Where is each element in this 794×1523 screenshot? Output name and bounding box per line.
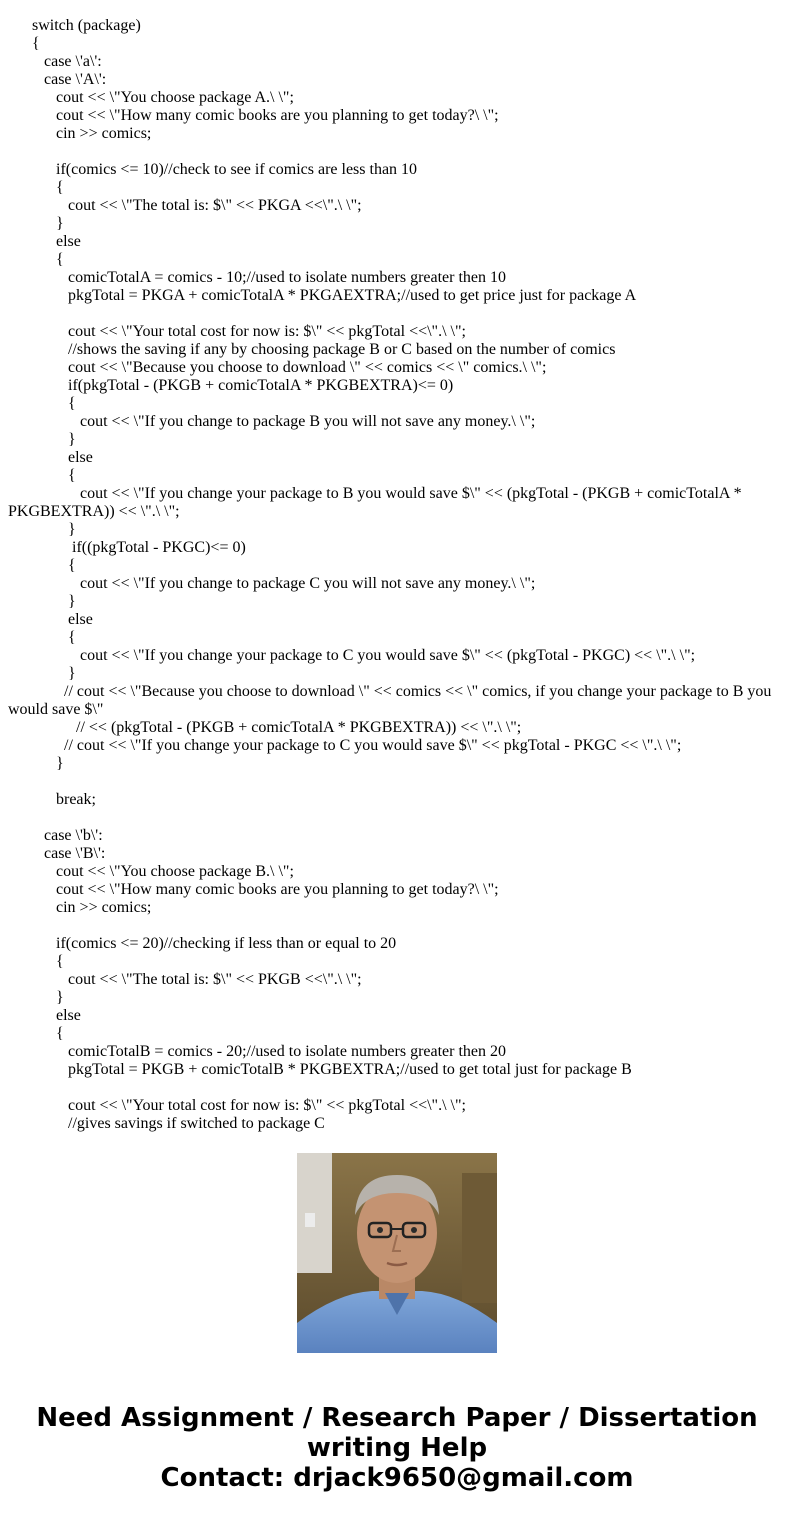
code-line: }	[8, 431, 76, 448]
code-line: {	[8, 179, 64, 196]
promo-contact: Contact: drjack9650@gmail.com	[160, 1463, 634, 1493]
code-line: cin >> comics;	[8, 125, 152, 142]
avatar	[297, 1153, 497, 1353]
code-line: if((pkgTotal - PKGC)<= 0)	[8, 539, 246, 556]
code-line: }	[8, 755, 64, 772]
promo-line-2: writing Help	[306, 1433, 488, 1463]
code-line: {	[8, 953, 64, 970]
code-line: cout << \"You choose package A.\ \";	[8, 89, 294, 106]
code-line: cout << \"How many comic books are you planning to get today?\ \";	[8, 881, 499, 898]
code-line: else	[8, 611, 93, 628]
code-line: case \'b\':	[8, 827, 103, 844]
code-listing	[8, 17, 786, 1132]
code-line: {	[8, 467, 76, 484]
code-line: {	[8, 35, 40, 52]
code-line	[8, 305, 786, 323]
code-line: cout << \"How many comic books are you planning to get today?\ \";	[8, 107, 499, 124]
code-line: else	[8, 449, 93, 466]
code-line: //shows the saving if any by choosing package B or C based on the number of comics	[8, 341, 616, 358]
code-line: {	[8, 1025, 64, 1042]
code-line: if(comics <= 20)//checking if less than or equal to 20	[8, 935, 397, 952]
code-line: pkgTotal = PKGA + comicTotalA * PKGAEXTRA;//used to get price just for package A	[8, 287, 637, 304]
code-line: else	[8, 233, 81, 250]
code-line: }	[8, 665, 76, 682]
promo-banner	[0, 1403, 794, 1493]
code-line: comicTotalB = comics - 20;//used to isolate numbers greater then 20	[8, 1043, 507, 1060]
code-line: cout << \"You choose package B.\ \";	[8, 863, 294, 880]
code-line: // cout << \"If you change your package to C you would save $\" << pkgTotal - PKGC << \".\ \";	[8, 737, 682, 754]
code-line: break;	[8, 791, 96, 808]
code-line: }	[8, 215, 64, 232]
code-line: }	[8, 593, 76, 610]
code-line: cout << \"Your total cost for now is: $\" << pkgTotal <<\".\ \";	[8, 1097, 466, 1114]
code-line: case \'A\':	[8, 71, 107, 88]
code-line: case \'a\':	[8, 53, 102, 70]
code-line: pkgTotal = PKGB + comicTotalB * PKGBEXTRA;//used to get total just for package B	[8, 1061, 632, 1078]
code-line: cout << \"Your total cost for now is: $\" << pkgTotal <<\".\ \";	[8, 323, 466, 340]
code-line: cout << \"The total is: $\" << PKGA <<\".\ \";	[8, 197, 362, 214]
code-line: switch (package)	[8, 17, 141, 34]
code-line: cout << \"If you change to package C you will not save any money.\ \";	[8, 575, 536, 592]
code-line: cout << \"Because you choose to download \" << comics << \" comics.\ \";	[8, 359, 547, 376]
code-line	[8, 773, 786, 791]
person-photo-icon	[297, 1153, 497, 1353]
code-line: comicTotalA = comics - 10;//used to isolate numbers greater then 10	[8, 269, 507, 286]
code-line: {	[8, 251, 64, 268]
code-line: cout << \"If you change your package to C you would save $\" << (pkgTotal - PKGC) << \".\ \";	[8, 647, 696, 664]
code-line: {	[8, 557, 76, 574]
code-line: else	[8, 1007, 81, 1024]
code-line: cout << \"If you change to package B you will not save any money.\ \";	[8, 413, 536, 430]
code-line: // << (pkgTotal - (PKGB + comicTotalA * PKGBEXTRA)) << \".\ \";	[8, 719, 522, 736]
code-line: {	[8, 629, 76, 646]
code-line: }	[8, 521, 76, 538]
code-line	[8, 809, 786, 827]
code-line	[8, 143, 786, 161]
code-line: //gives savings if switched to package C	[8, 1115, 325, 1132]
code-line: if(pkgTotal - (PKGB + comicTotalA * PKGBEXTRA)<= 0)	[8, 377, 454, 394]
code-line: // cout << \"Because you choose to download \" << comics << \" comics, if you change your package to B you would save $\"	[8, 683, 776, 718]
code-line: if(comics <= 10)//check to see if comics are less than 10	[8, 161, 418, 178]
code-line	[8, 917, 786, 935]
code-line: cout << \"If you change your package to B you would save $\" << (pkgTotal - (PKGB + comicTotalA * PKGBEXTRA)) << \".\ \";	[8, 485, 746, 520]
code-line: {	[8, 395, 76, 412]
code-line	[8, 1079, 786, 1097]
code-line: case \'B\':	[8, 845, 106, 862]
code-line: }	[8, 989, 64, 1006]
promo-line-1: Need Assignment / Research Paper / Dissertation	[36, 1403, 758, 1433]
code-line: cin >> comics;	[8, 899, 152, 916]
code-line: cout << \"The total is: $\" << PKGB <<\".\ \";	[8, 971, 362, 988]
